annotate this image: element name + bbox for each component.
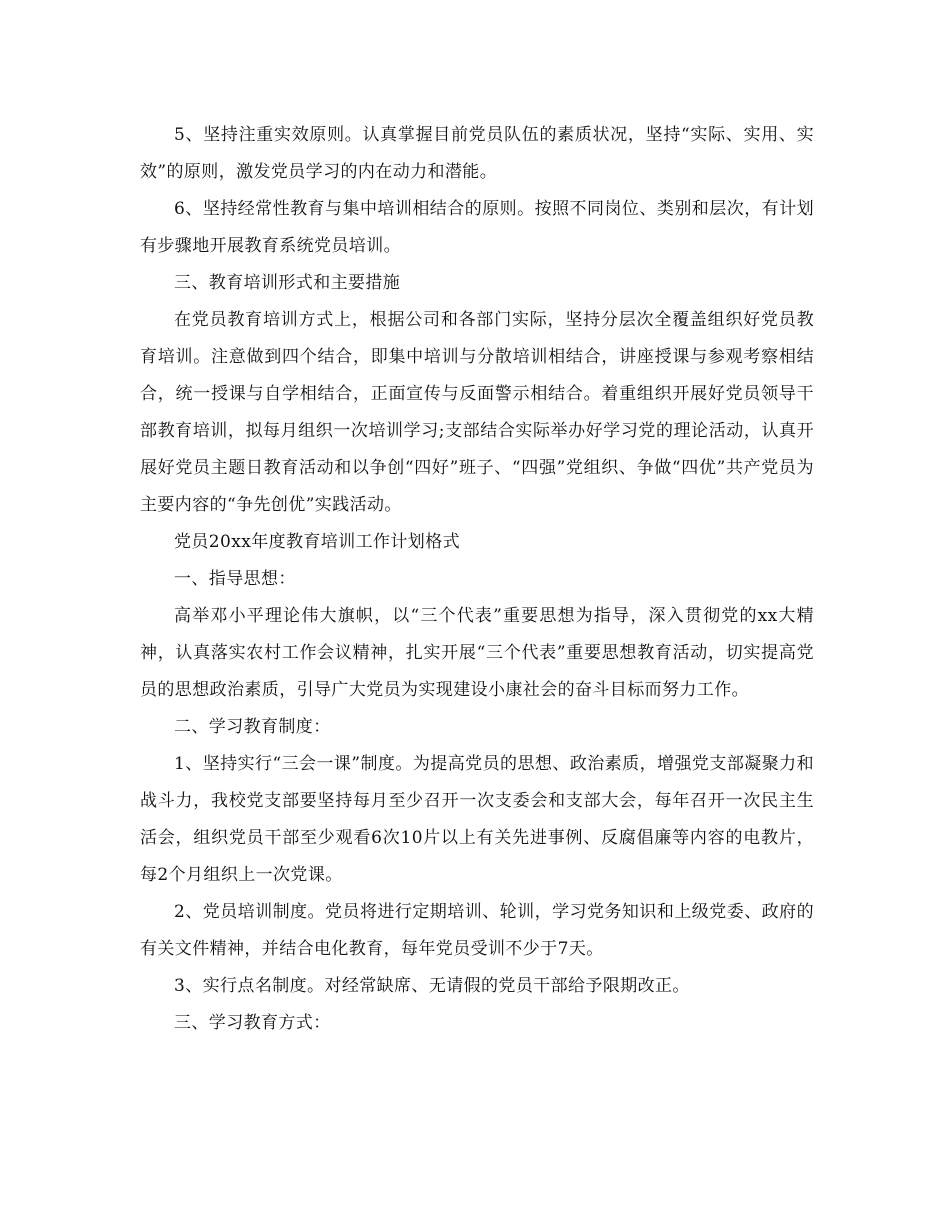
paragraph-principle-5: 5、坚持注重实效原则。认真掌握目前党员队伍的素质状况，坚持“实际、实用、实效”的原则，激发党员学习的内在动力和潜能。 (140, 125, 814, 182)
section-heading-training-forms: 三、教育培训形式和主要措施 (174, 273, 401, 293)
paragraph-system-2: 2、党员培训制度。党员将进行定期培训、轮训，学习党务知识和上级党委、政府的有关文件精神，并结合电化教育，每年党员受训不少于7天。 (140, 902, 814, 959)
paragraph-system-1: 1、坚持实行“三会一课”制度。为提高党员的思想、政治素质，增强党支部凝聚力和战斗力，我校党支部要坚持每月至少召开一次支委会和支部大会，每年召开一次民主生活会，组织党员干部至少观看6次10片以上有关先进事例、反腐倡廉等内容的电教片，每2个月组织上一次党课。 (140, 754, 814, 885)
paragraph-system-3: 3、实行点名制度。对经常缺席、无请假的党员干部给予限期改正。 (174, 976, 690, 996)
document-body (140, 117, 814, 1042)
section-heading-study-methods: 三、学习教育方式： (174, 1013, 331, 1033)
paragraph-guiding-thought: 高举邓小平理论伟大旗帜，以“三个代表”重要思想为指导，深入贯彻党的xx大精神，认真落实农村工作会议精神，扎实开展“三个代表”重要思想教育活动，切实提高党员的思想政治素质，引导广大党员为实现建设小康社会的奋斗目标而努力工作。 (140, 606, 814, 700)
section-heading-study-system: 二、学习教育制度： (174, 717, 331, 737)
section-heading-guiding-thought: 一、指导思想： (174, 569, 296, 589)
document-subtitle: 党员20xx年度教育培训工作计划格式 (174, 532, 461, 552)
paragraph-principle-6: 6、坚持经常性教育与集中培训相结合的原则。按照不同岗位、类别和层次，有计划有步骤地开展教育系统党员培训。 (140, 199, 814, 256)
paragraph-training-methods: 在党员教育培训方式上，根据公司和各部门实际，坚持分层次全覆盖组织好党员教育培训。注意做到四个结合，即集中培训与分散培训相结合，讲座授课与参观考察相结合，统一授课与自学相结合，正面宣传与反面警示相结合。着重组织开展好党员领导干部教育培训，拟每月组织一次培训学习;支部结合实际举办好学习党的理论活动，认真开展好党员主题日教育活动和以争创“四好”班子、“四强”党组织、争做“四优”共产党员为主要内容的“争先创优”实践活动。 (140, 310, 814, 515)
